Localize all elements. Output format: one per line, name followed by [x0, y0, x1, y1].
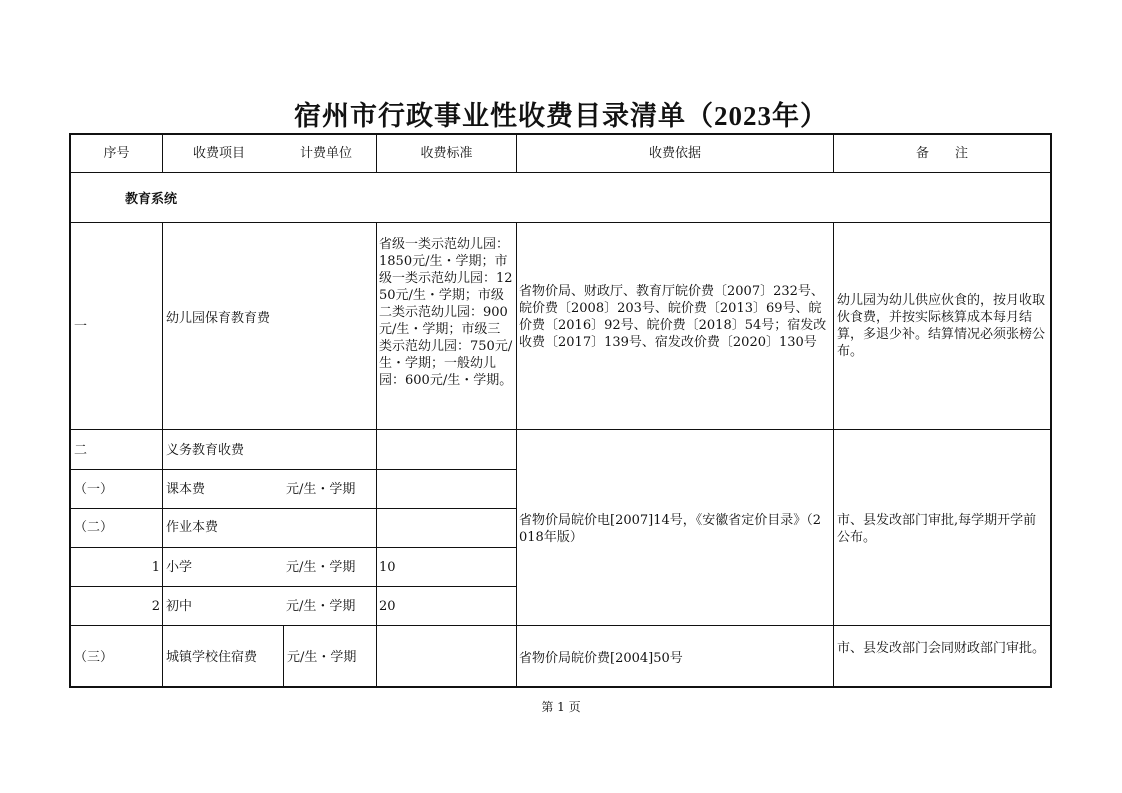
- row-junior-unit: 元/生・学期: [286, 599, 356, 614]
- row-dorm-basis: 省物价局皖价费[2004]50号: [519, 651, 683, 666]
- header-standard: 收费标准: [420, 146, 473, 161]
- col-rule-basis-left-body: [516, 222, 517, 687]
- table-border-top: [69, 133, 1052, 135]
- row-textbook-item: 课本费: [166, 482, 206, 497]
- header-seq: 序号: [103, 146, 130, 161]
- rule-row-kindergarten-bottom: [69, 429, 1052, 430]
- header-note: 备 注: [915, 146, 968, 161]
- title-main: 宿州市行政事业性收费目录清单（: [294, 101, 714, 132]
- col-rule-dorm-unit: [283, 625, 284, 687]
- col-rule-standard-left: [376, 222, 377, 687]
- row-kindergarten-seq: 一: [74, 319, 88, 334]
- row-primary-seq: 1: [151, 560, 160, 575]
- row-kindergarten-basis: 省物价局、财政厅、教育厅皖价费〔2007〕232号、皖价费〔2008〕203号、皖价费〔2013〕69号、皖价费〔2016〕92号、皖价费〔2018〕54号；宿发改收费〔2017〕139号、宿发改价费〔2020〕130号: [519, 284, 827, 350]
- title-year: 2023年: [714, 101, 800, 131]
- row-primary-standard: 10: [379, 560, 396, 575]
- col-rule-seq: [162, 222, 163, 687]
- row-textbook-seq: （一）: [74, 482, 114, 497]
- row-compulsory-note: 市、县发改部门审批,每学期开学前公布。: [837, 513, 1037, 545]
- rule-header-bottom: [69, 172, 1052, 173]
- row-dorm-seq: （三）: [74, 650, 114, 665]
- title-close: ）: [800, 101, 828, 132]
- row-junior-seq: 2: [151, 599, 160, 614]
- row-primary-unit: 元/生・学期: [286, 560, 356, 575]
- row-compulsory-item: 义务教育收费: [166, 443, 245, 458]
- row-workbook-item: 作业本费: [166, 520, 219, 535]
- rule-row-junior-bottom: [69, 625, 1052, 626]
- row-workbook-seq: （二）: [74, 520, 114, 535]
- header-item: 收费项目: [193, 146, 246, 161]
- row-junior-item: 初中: [166, 599, 193, 614]
- header-unit: 计费单位: [300, 146, 353, 161]
- header-basis: 收费依据: [648, 146, 701, 161]
- row-kindergarten-standard: 省级一类示范幼儿园：1850元/生・学期；市级一类示范幼儿园：1250元/生・学期；市级二类示范幼儿园：900元/生・学期；市级三类示范幼儿园：750元/生・学期；一般幼儿园：600元/生・学期。: [379, 237, 513, 388]
- row-junior-standard: 20: [379, 599, 396, 614]
- table-border-right: [1050, 133, 1052, 688]
- row-dorm-item: 城镇学校住宿费: [166, 650, 258, 665]
- rule-row-compulsory-bottom: [69, 469, 516, 470]
- page-number: 第 1 页: [541, 700, 581, 714]
- rule-row-textbook-bottom: [69, 508, 516, 509]
- row-compulsory-seq: 二: [74, 443, 88, 458]
- section-title: 教育系统: [125, 192, 178, 207]
- row-kindergarten-item: 幼儿园保育教育费: [166, 311, 271, 326]
- row-textbook-unit: 元/生・学期: [286, 482, 356, 497]
- row-primary-item: 小学: [166, 560, 193, 575]
- row-dorm-unit: 元/生・学期: [287, 650, 357, 665]
- col-rule-header-seq: [162, 133, 163, 173]
- row-compulsory-basis: 省物价局皖价电[2007]14号，《安徽省定价目录》（2018年版）: [519, 513, 822, 545]
- rule-section-bottom: [69, 222, 1052, 223]
- row-dorm-note: 市、县发改部门会同财政部门审批。: [837, 641, 1046, 656]
- row-kindergarten-note: 幼儿园为幼儿供应伙食的，按月收取伙食费，并按实际核算成本每月结算，多退少补。结算情况必须张榜公布。: [837, 293, 1046, 359]
- table-border-bottom: [69, 686, 1052, 688]
- rule-row-primary-bottom: [69, 586, 516, 587]
- rule-row-workbook-bottom: [69, 547, 516, 548]
- col-rule-note-left-body: [833, 222, 834, 687]
